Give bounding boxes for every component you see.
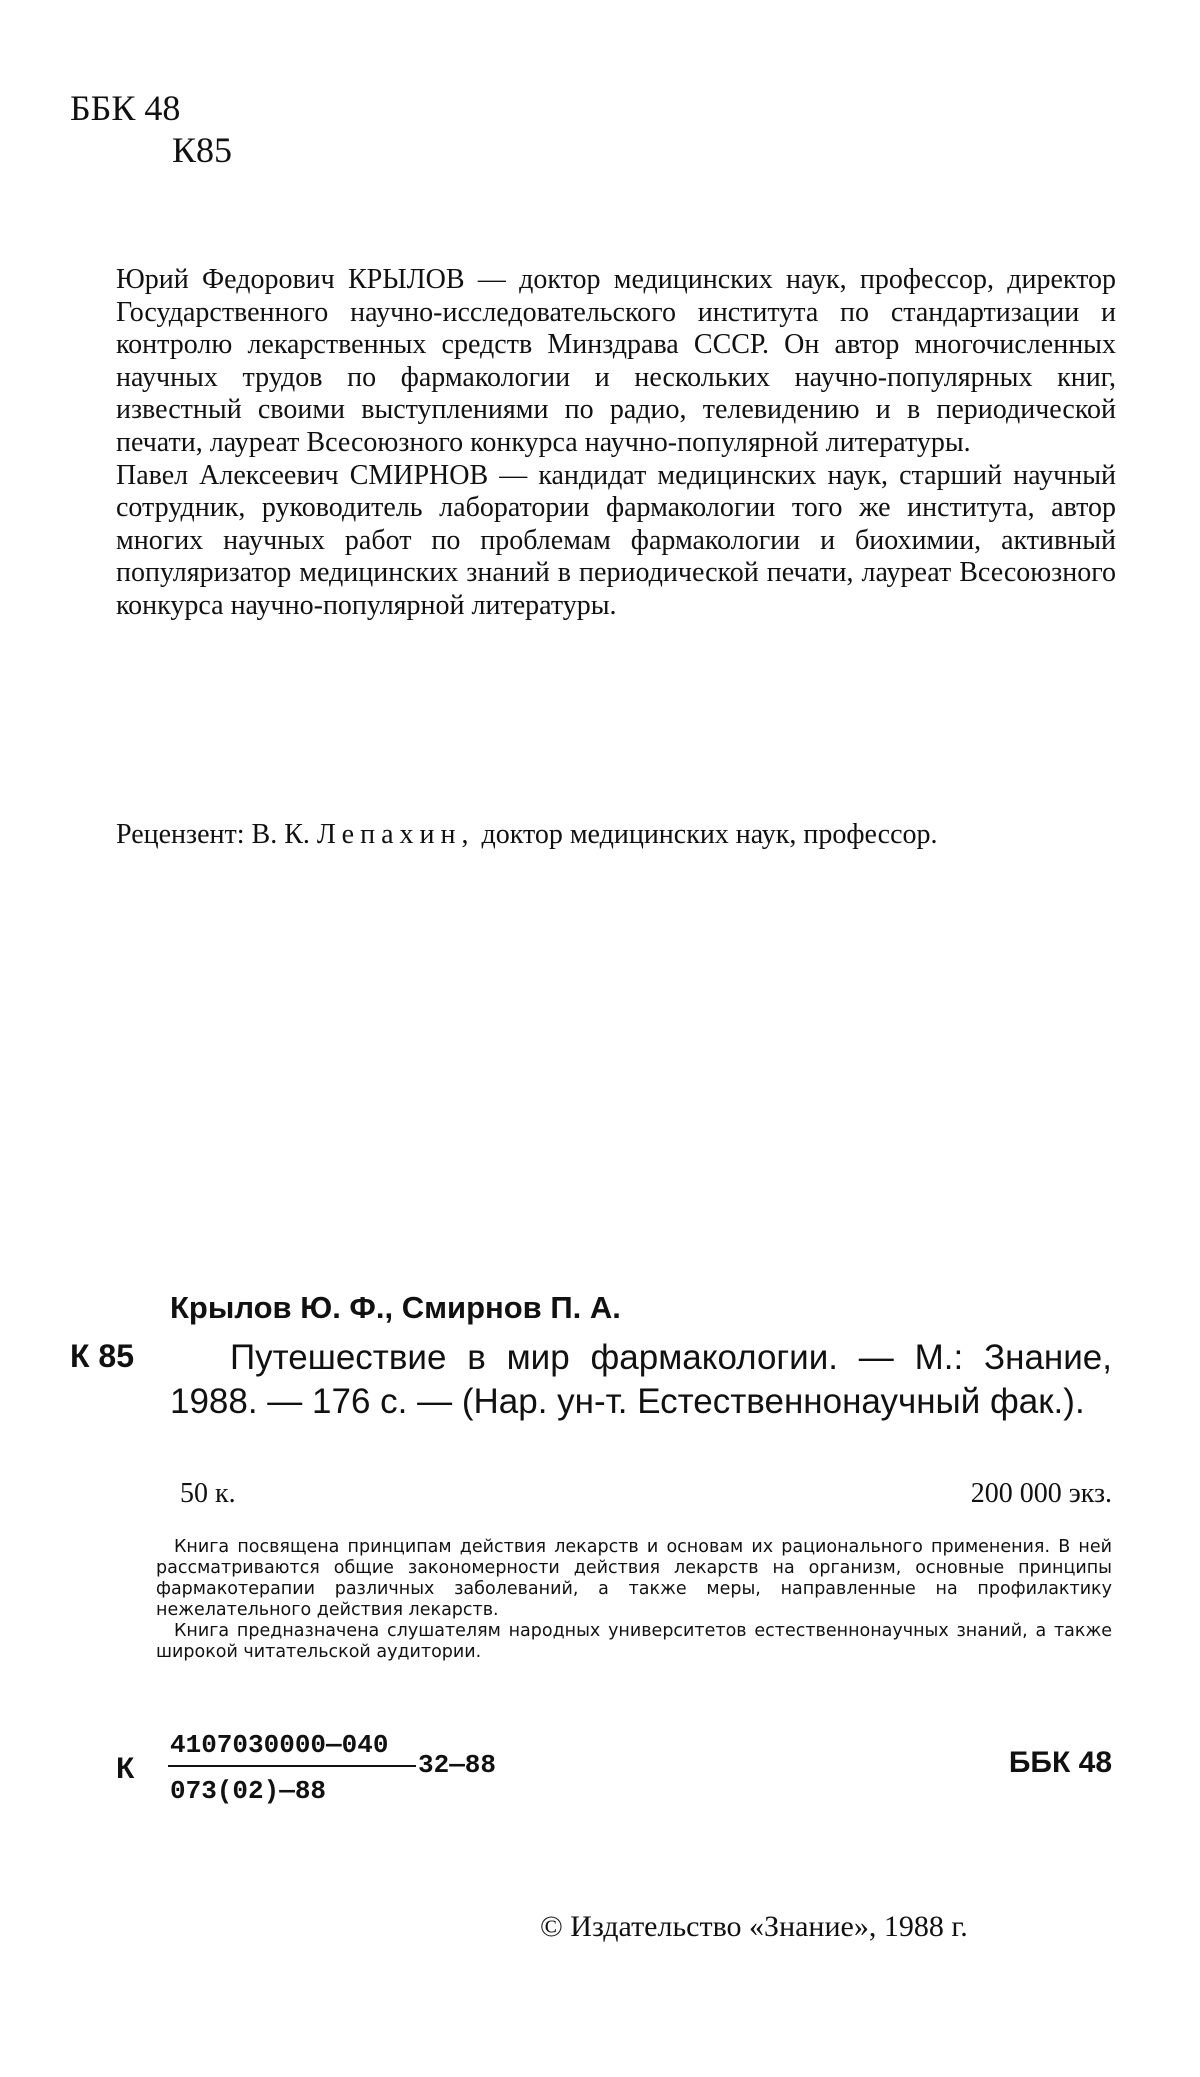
author-bios <box>116 264 1116 623</box>
author-mark-top: К85 <box>172 130 233 170</box>
index-denominator: 073(02)—88 <box>170 1776 327 1806</box>
reviewer-label: Рецензент: В. К. <box>116 819 310 850</box>
reviewer-credentials: доктор медицинских наук, профессор. <box>481 819 938 850</box>
catalog-description-text: Путешествие в мир фармакологии. — М.: Знание, 1988. — 176 с. — (Нар. ун-т. Естественнонаучный фак.). <box>170 1338 1112 1421</box>
price: 50 к. <box>180 1478 236 1509</box>
book-abstract <box>156 1537 1112 1663</box>
catalog-authors: Крылов Ю. Ф., Смирнов П. А. <box>170 1290 621 1325</box>
reviewer-line <box>116 818 1116 852</box>
index-letter: К <box>116 1752 135 1785</box>
copyright-notice: © Издательство «Знание», 1988 г. <box>540 1910 968 1943</box>
catalog-code-text: К 85 <box>70 1338 135 1374</box>
author-bio-smirnov: Павел Алексеевич СМИРНОВ — кандидат медицинских наук, старший научный сотрудник, руководитель лаборатории фармакологии того же института, автор многих научных работ по проблемам фармакологии и биохимии, активный популяризатор медицинских знаний в периодической печати, лауреат Всесоюзного конкурса научно-популярной литературы. <box>116 459 1116 621</box>
bbk-code-bottom: ББК 48 <box>1008 1746 1112 1779</box>
catalog-code <box>70 1336 134 1376</box>
abstract-paragraph-2: Книга предназначена слушателям народных университетов естественнонаучных знаний, а также широкой читательской аудитории. <box>156 1621 1112 1662</box>
reviewer-name: Лепахин, <box>316 819 475 850</box>
index-numerator: 4107030000—040 <box>170 1730 389 1760</box>
print-run: 200 000 экз. <box>970 1478 1112 1509</box>
abstract-paragraph-1: Книга посвящена принципам действия лекарств и основам их рационального применения. В ней рассматриваются общие закономерности действия лекарств на организм, основные принципы фармакотерапии различных заболеваний, а также меры, направленные на профилактику нежелательного действия лекарств. <box>156 1537 1112 1620</box>
index-fraction-line <box>168 1765 416 1767</box>
bbk-code-top: ББК 48 <box>70 88 181 128</box>
index-suffix: 32—88 <box>418 1750 497 1780</box>
author-bio-krylov: Юрий Федорович КРЫЛОВ — доктор медицинских наук, профессор, директор Государственного научно-исследовательского института по стандартизации и контролю лекарственных средств Минздрава СССР. Он автор многочисленных научных трудов по фармакологии и нескольких научно-популярных книг, известный своими выступлениями по радио, телевидению и в периодической печати, лауреат Всесоюзного конкурса научно-популярной литературы. <box>116 264 1116 458</box>
catalog-description <box>170 1336 1112 1424</box>
